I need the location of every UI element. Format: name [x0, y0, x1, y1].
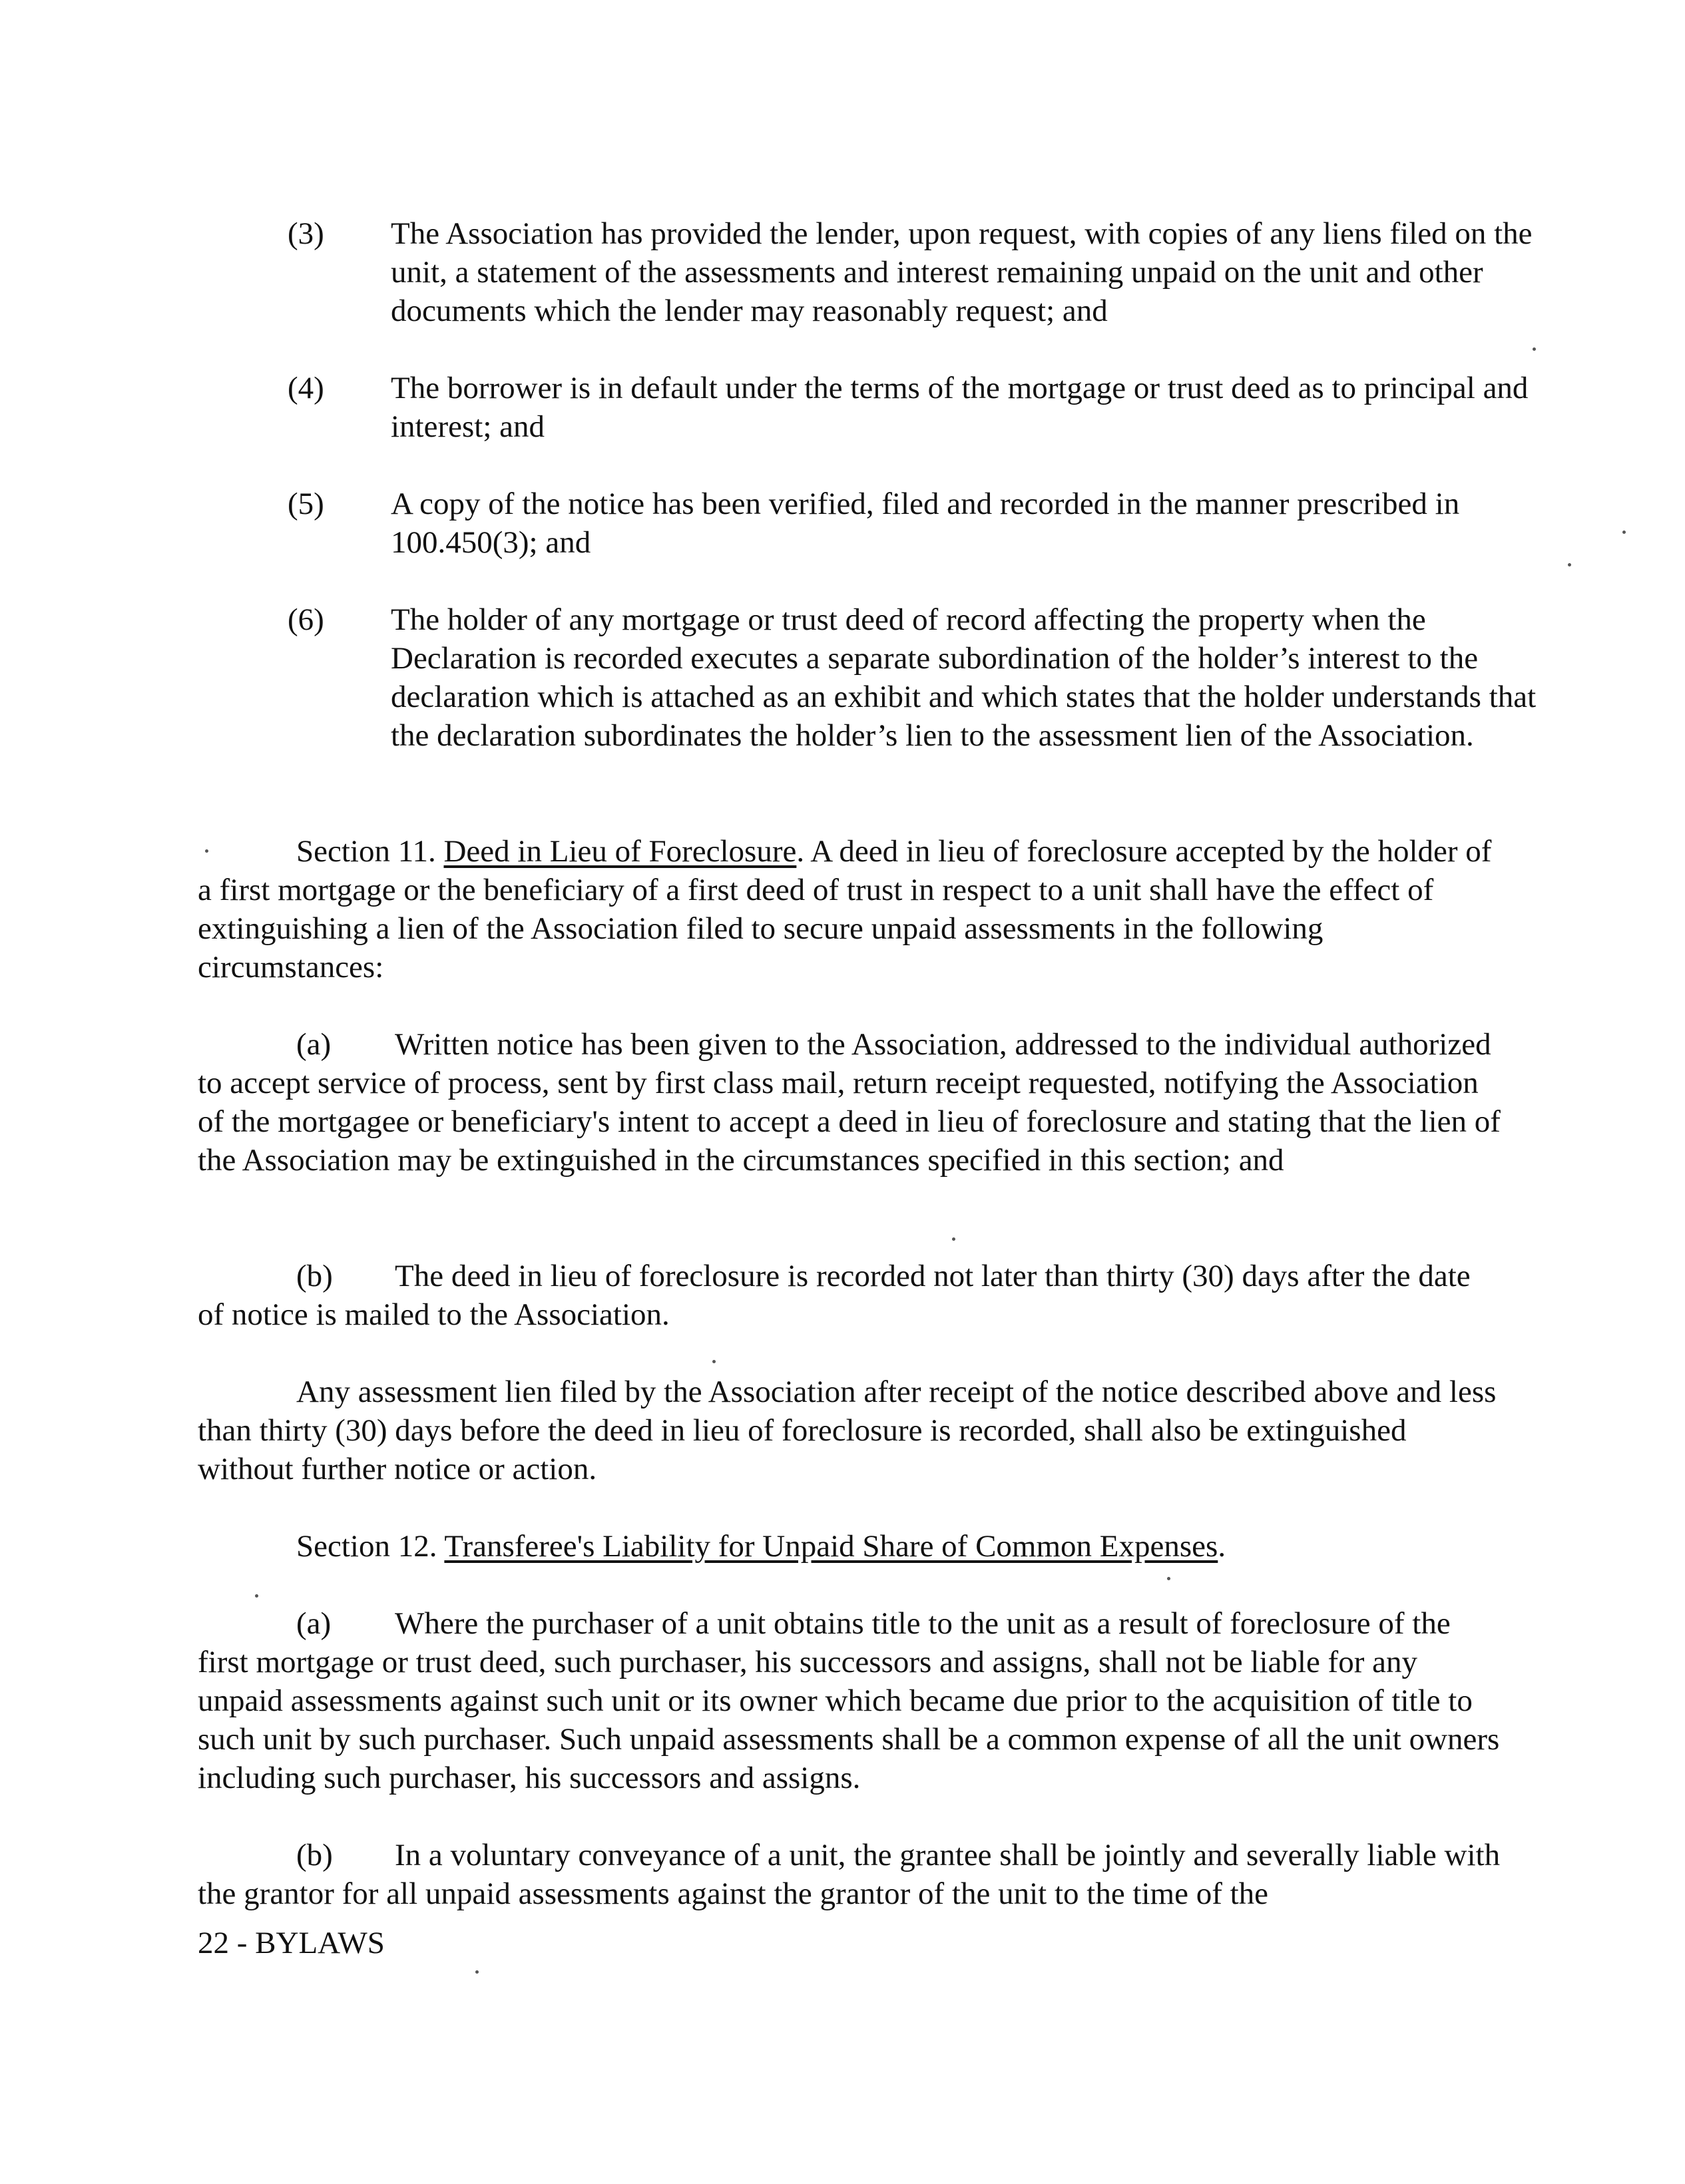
scan-speck — [1533, 347, 1536, 351]
section-11-closing-paragraph — [198, 1373, 1503, 1488]
section-12-heading-paragraph — [198, 1527, 1503, 1566]
scan-speck — [952, 1237, 955, 1241]
scan-speck — [712, 1360, 716, 1363]
section-12-a-paragraph — [198, 1604, 1503, 1797]
scan-speck — [255, 1594, 258, 1598]
section-11-a-paragraph — [198, 1025, 1503, 1180]
item-number: (6) — [288, 602, 324, 637]
scan-speck — [475, 1970, 479, 1974]
scan-speck — [1622, 531, 1626, 534]
section-12-suffix: . — [1218, 1529, 1226, 1564]
subsection-text: Written notice has been given to the Association, addressed to the individual authorized to accept service of process, sent by first class mail, return receipt requested, notifying the Association of the mortgagee or beneficiary's intent to accept a deed in lieu of foreclosure and stating that the lien of the Association may be extinguished in the circumstances specified in this section; and — [198, 1027, 1501, 1178]
subsection-text: The deed in lieu of foreclosure is recorded not later than thirty (30) days after the date of notice is mailed to the Association. — [198, 1259, 1471, 1332]
item-text: The borrower is in default under the terms of the mortgage or trust deed as to principal and interest; and — [391, 371, 1529, 444]
subsection-label: (a) — [296, 1606, 332, 1641]
page-footer: 22 - BYLAWS — [198, 1926, 385, 1960]
subsection-label: (b) — [296, 1259, 333, 1293]
scan-speck — [205, 849, 208, 853]
item-number: (4) — [288, 371, 324, 405]
item-number: (3) — [288, 216, 324, 251]
item-text: A copy of the notice has been verified, filed and recorded in the manner prescribed in 100.450(3); and — [391, 487, 1460, 560]
scan-speck — [1167, 1577, 1170, 1580]
subsection-text: Where the purchaser of a unit obtains title to the unit as a result of foreclosure of the first mortgage or trust deed, such purchaser, his successors and assigns, shall not be liable for any unpaid assessments against such unit or its owner which became due prior to the acquisition of title to such unit by such purchaser. Such unpaid assessments shall be a common expense of all the unit owners including such purchaser, his successors and assigns. — [198, 1606, 1500, 1795]
subsection-label: (b) — [296, 1838, 333, 1872]
section-11-paragraph — [198, 832, 1503, 986]
section-12-heading: Transferee's Liability for Unpaid Share of Common Expenses — [444, 1529, 1218, 1564]
section-12-prefix: Section 12. — [296, 1529, 445, 1564]
section-11-heading: Deed in Lieu of Foreclosure — [443, 834, 797, 869]
scan-speck — [1568, 563, 1571, 566]
section-11-body: . A deed in lieu of foreclosure accepted by the holder of a first mortgage or the beneficiary of a first deed of trust in respect to a unit shall have the effect of extinguishing a lien of the Association filed to secure unpaid assessments in the following circumstances: — [198, 834, 1492, 984]
item-number: (5) — [288, 487, 324, 521]
closing-text: Any assessment lien filed by the Association after receipt of the notice described above and less than thirty (30) days before the deed in lieu of foreclosure is recorded, shall also be extinguished without further notice or action. — [198, 1375, 1497, 1486]
subsection-label: (a) — [296, 1027, 332, 1062]
section-11-b-paragraph — [198, 1257, 1503, 1334]
item-text: The holder of any mortgage or trust deed of record affecting the property when the Declaration is recorded executes a separate subordination of the holder’s interest to the declaration which is attached as an exhibit and which states that the holder understands that the declaration subordinates the holder’s lien to the assessment lien of the Association. — [391, 602, 1537, 753]
item-text: The Association has provided the lender, upon request, with copies of any liens filed on the unit, a statement of the assessments and interest remaining unpaid on the unit and other documents which the lender may reasonably request; and — [391, 216, 1533, 328]
subsection-text: In a voluntary conveyance of a unit, the grantee shall be jointly and severally liable with the grantor for all unpaid assessments against the grantor of the unit to the time of the — [198, 1838, 1501, 1911]
section-12-b-paragraph — [198, 1836, 1503, 1913]
section-11-prefix: Section 11. — [296, 834, 444, 869]
